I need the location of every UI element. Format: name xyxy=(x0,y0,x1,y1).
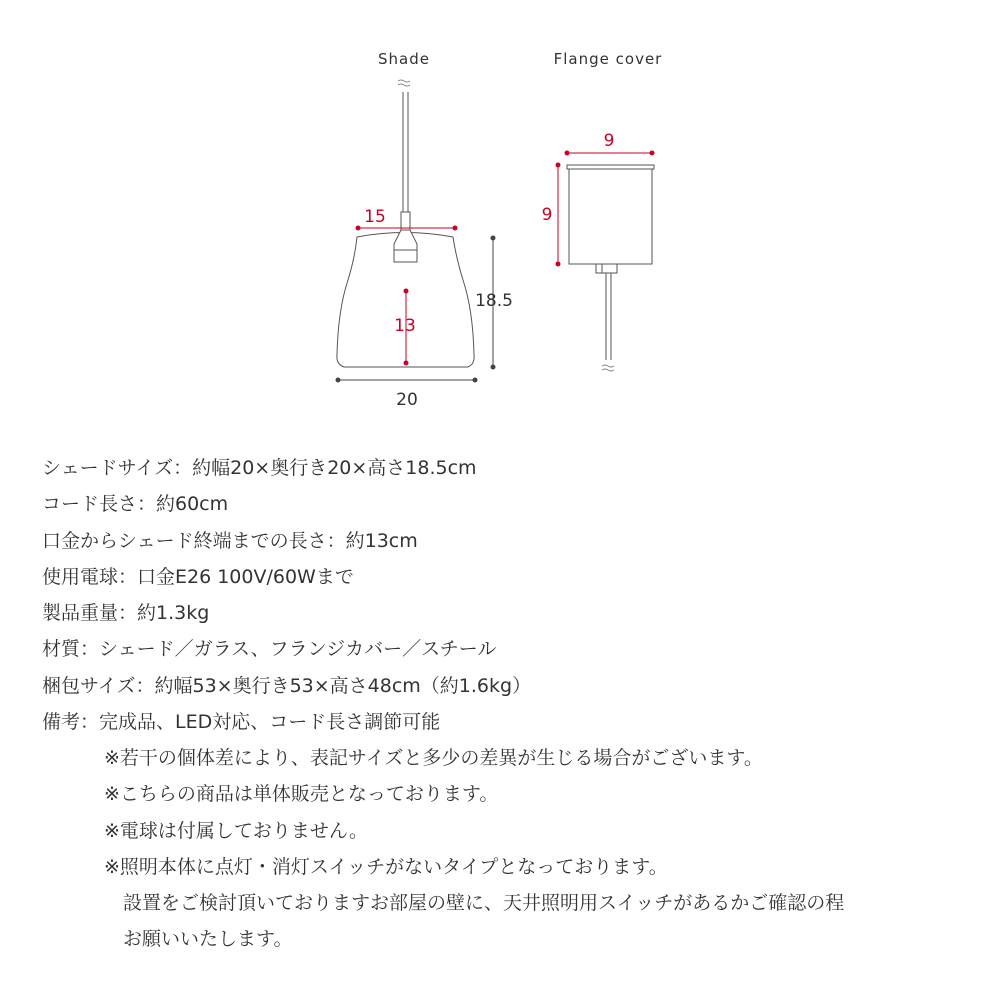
flange-cover-rim xyxy=(567,165,654,169)
note-switch-check: 設置をご検討頂いておりますお部屋の壁に、天井照明用スイッチがあるかご確認の程 xyxy=(123,892,845,915)
cord-stopper xyxy=(596,264,617,273)
shade-top-width-label: 15 xyxy=(364,207,386,227)
spec-material: 材質：シェード／ガラス、フランジカバー／スチール xyxy=(42,638,497,661)
spec-list xyxy=(42,450,982,740)
cord-bushing xyxy=(401,212,410,230)
dimension-diagram xyxy=(0,0,1000,420)
cord-cut-mark xyxy=(398,80,410,86)
shade-width-label: 20 xyxy=(396,390,418,410)
note-switch-check-continued: お願いいたします。 xyxy=(123,928,293,951)
flange-cord-cut-mark xyxy=(602,365,614,371)
spec-remarks: 備考：完成品、LED対応、コード長さ調節可能 xyxy=(42,711,441,734)
note-single-sale: ※こちらの商品は単体販売となっております。 xyxy=(104,783,499,806)
spec-shade-size: シェードサイズ：約幅20×奥行き20×高さ18.5cm xyxy=(42,457,477,479)
shade-height-label: 18.5 xyxy=(475,291,513,311)
flange-cover-body xyxy=(569,169,652,264)
note-bulb-not-included: ※電球は付属しておりません。 xyxy=(104,819,369,842)
shade-title: Shade xyxy=(378,50,430,68)
note-no-switch: ※照明本体に点灯・消灯スイッチがないタイプとなっております。 xyxy=(104,855,668,878)
spec-cord-length: コード長さ：約60cm xyxy=(42,493,229,516)
spec-weight: 製品重量：約1.3kg xyxy=(42,602,210,625)
notes-list xyxy=(104,740,984,958)
flange-title: Flange cover xyxy=(553,50,663,68)
spec-socket-length: 口金からシェード終端までの長さ：約13cm xyxy=(42,529,418,552)
shade-inner-height-label: 13 xyxy=(394,316,416,336)
flange-cord xyxy=(606,273,611,360)
note-size-variance: ※若干の個体差により、表記サイズと多少の差異が生じる場合がございます。 xyxy=(104,747,763,769)
flange-width-label: 9 xyxy=(603,131,615,151)
shade-width-dimension xyxy=(336,378,478,383)
flange-height-label: 9 xyxy=(541,205,553,225)
flange-width-dimension xyxy=(565,151,655,156)
spec-bulb: 使用電球：口金E26 100V/60Wまで xyxy=(42,565,354,588)
shade-cord xyxy=(403,92,408,212)
spec-package-size: 梱包サイズ：約幅53×奥行き53×高さ48cm（約1.6kg） xyxy=(42,674,532,697)
flange-height-dimension xyxy=(556,163,561,267)
